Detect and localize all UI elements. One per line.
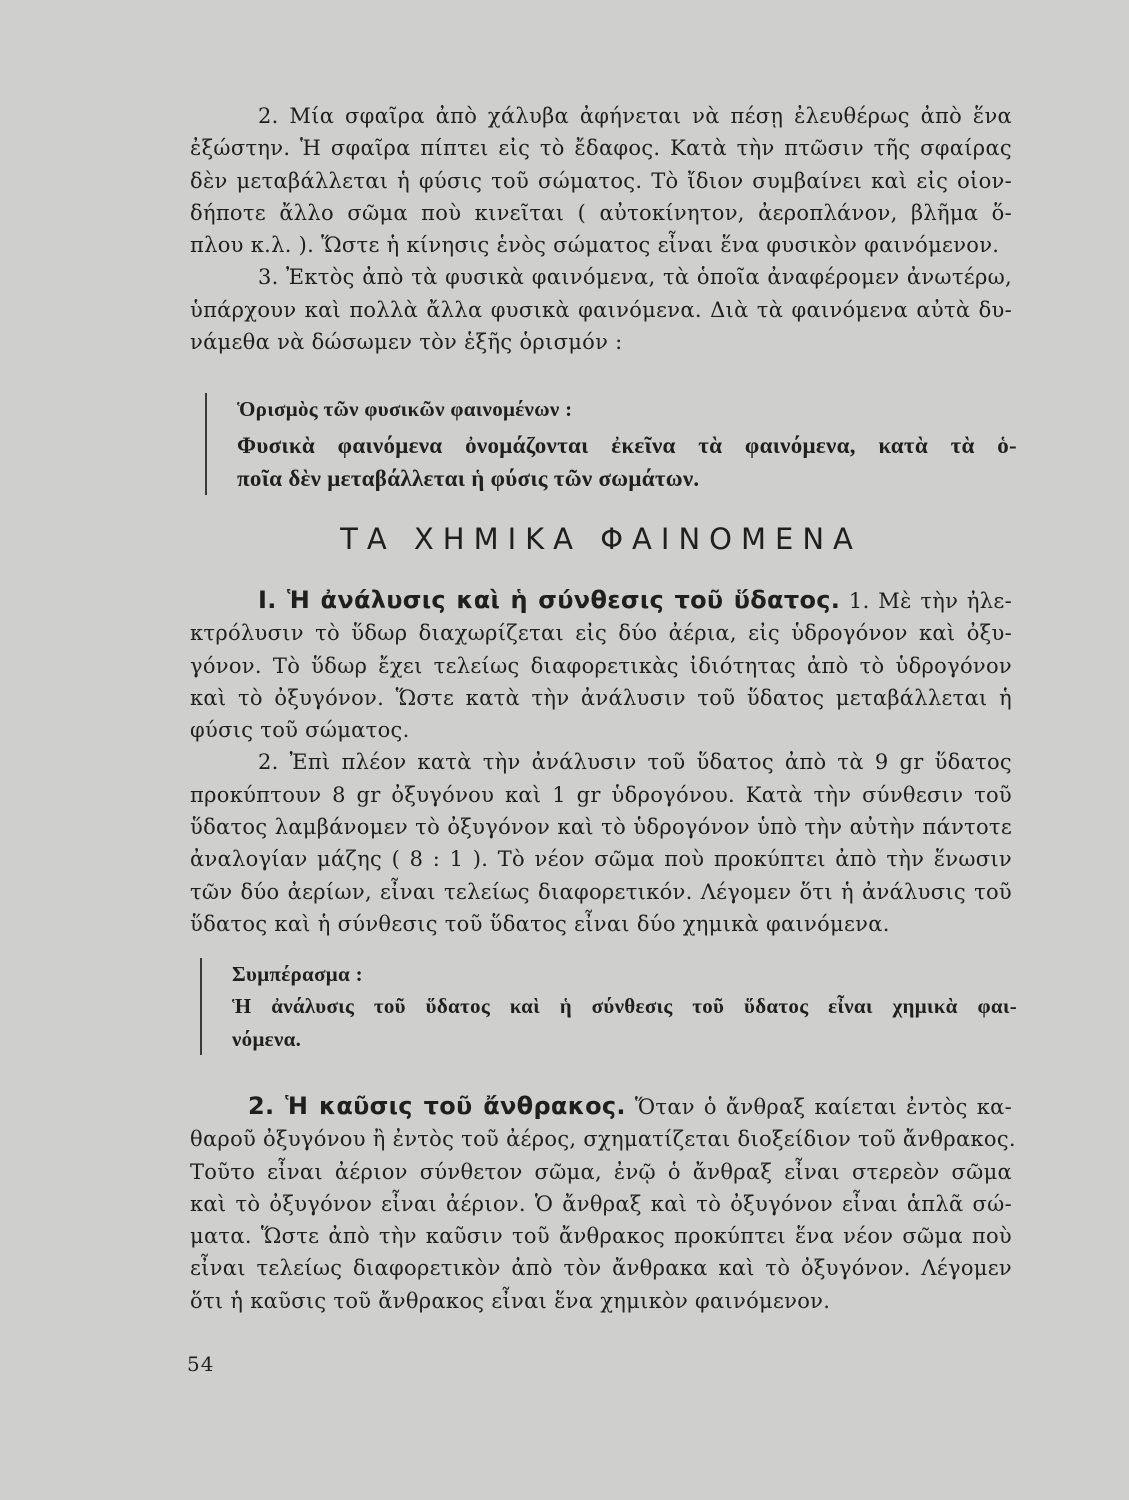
section-title: Ι. Ἡ ἀνάλυσις καὶ ἡ σύνθεσις τοῦ ὕδατος. [258, 586, 841, 614]
text-line: 2. Ἐπὶ πλέον κατὰ τὴν ἀνάλυσιν τοῦ ὕδατος ἀπὸ τὰ 9 gr ὕδατος [258, 750, 1012, 775]
text-line: πλου κ.λ. ). Ὥστε ἡ κίνησις ἑνὸς σώματος εἶναι ἕνα φυσικὸν φαινόμενον. [190, 233, 1000, 258]
text-line: 2. Μία σφαῖρα ἀπὸ χάλυβα ἀφήνεται νὰ πέσῃ ἐλευθέρως ἀπὸ ἕνα [258, 104, 1012, 128]
text-line: ἐξώστην. Ἡ σφαῖρα πίπτει εἰς τὸ ἔδαφος. Κατὰ τὴν πτῶσιν τῆς σφαίρας [190, 136, 1012, 161]
page-number: 54 [187, 1352, 215, 1376]
section-first-line [190, 584, 1012, 617]
text-line: ὕδατος καὶ ἡ σύνθεσις τοῦ ὕδατος εἶναι δύο χημικὰ φαινόμενα. [190, 911, 890, 936]
text-line: θαροῦ ὀξυγόνου ἢ ἐντὸς τοῦ ἀέρος, σχηματίζεται διοξείδιον τοῦ ἄνθρακος. [190, 1127, 1016, 1152]
text-line: νάμεθα νὰ δώσωμεν τὸν ἑξῆς ὁρισμόν : [190, 330, 623, 355]
text-line: ματα. Ὥστε ἀπὸ τὴν καῦσιν τοῦ ἄνθρακος προκύπτει ἕνα νέον σῶμα ποὺ [190, 1224, 1012, 1249]
conclusion-line: νόμενα. [232, 1026, 302, 1051]
section-coal [190, 1090, 1016, 1317]
definition-line: ποῖα δὲν μεταβάλλεται ἡ φύσις τῶν σωμάτων. [237, 465, 700, 491]
text-line: 3. Ἐκτὸς ἀπὸ τὰ φυσικὰ φαινόμενα, τὰ ὁποῖα ἀναφέρομεν ἀνωτέρω, [258, 265, 1012, 290]
section-heading: ΤΑ ΧΗΜΙΚΑ ΦΑΙΝΟΜΕΝΑ [340, 522, 862, 556]
text-line: Τοῦτο εἶναι ἀέριον σύνθετον σῶμα, ἐνῷ ὁ ἄνθραξ εἶναι στερεὸν σῶμα [190, 1159, 1012, 1184]
physics-paragraphs [190, 100, 1012, 358]
text-line: γόνον. Τὸ ὕδωρ ἔχει τελείως διαφορετικὰς ἰδιότητας ἀπὸ τὸ ὑδρογόνον [190, 653, 1012, 678]
text-line: κτρόλυσιν τὸ ὕδωρ διαχωρίζεται εἰς δύο ἀέρια, εἰς ὑδρογόνον καὶ ὀξυ- [190, 621, 1012, 646]
text-line: εἶναι τελείως διαφορετικὸν ἀπὸ τὸν ἄνθρακα καὶ τὸ ὀξυγόνον. Λέγομεν [190, 1256, 1012, 1281]
text-line: ὑπάρχουν καὶ πολλὰ ἄλλα φυσικὰ φαινόμενα. Διὰ τὰ φαινόμενα αὐτὰ δυ- [190, 297, 1012, 322]
text-line: δὲν μεταβάλλεται ἡ φύσις τοῦ σώματος. Τὸ ἴδιον συμβαίνει καὶ εἰς οἱον- [190, 168, 1012, 193]
text-line: ὅτι ἡ καῦσις τοῦ ἄνθρακος εἶναι ἕνα χημικὸν φαινόμενον. [190, 1288, 831, 1313]
text-line: ὕδατος λαμβάνομεν τὸ ὀξυγόνον καὶ τὸ ὑδρογόνον ὑπὸ τὴν αὐτὴν πάντοτε [190, 815, 1012, 840]
text-line: ἀναλογίαν μάζης ( 8 : 1 ). Τὸ νέον σῶμα ποὺ προκύπτει ἀπὸ τὴν ἕνωσιν [190, 847, 1012, 872]
definition-line: Φυσικὰ φαινόμενα ὀνομάζονται ἐκεῖνα τὰ φαινόμενα, κατὰ τὰ ὁ- [237, 433, 1017, 459]
conclusion-title: Συμπέρασμα : [232, 962, 363, 986]
text-line: φύσις τοῦ σώματος. [190, 718, 410, 743]
section-water [190, 584, 1012, 940]
conclusion-box [200, 958, 1017, 1055]
definition-box [205, 393, 1017, 495]
section-first-line [190, 1090, 1012, 1123]
text-line: καὶ τὸ ὀξυγόνον. Ὥστε κατὰ τὴν ἀνάλυσιν τοῦ ὕδατος μεταβάλλεται ἡ [190, 685, 1012, 710]
section-title: 2. Ἡ καῦσις τοῦ ἄνθρακος. [248, 1092, 626, 1120]
text-line: προκύπτουν 8 gr ὀξυγόνου καὶ 1 gr ὑδρογόνου. Κατὰ τὴν σύνθεσιν τοῦ [190, 782, 1012, 807]
definition-title: Ὁρισμὸς τῶν φυσικῶν φαινομένων : [237, 397, 573, 421]
text-line: τῶν δύο ἀερίων, εἶναι τελείως διαφορετικόν. Λέγομεν ὅτι ἡ ἀνάλυσις τοῦ [190, 879, 1012, 904]
section-first-text: Ὅταν ὁ ἄνθραξ καίεται ἐντὸς κα- [625, 1095, 1013, 1119]
text-line: καὶ τὸ ὀξυγόνον εἶναι ἀέριον. Ὁ ἄνθραξ καὶ τὸ ὀξυγόνον εἶναι ἁπλᾶ σώ- [190, 1191, 1012, 1216]
text-line: δήποτε ἄλλο σῶμα ποὺ κινεῖται ( αὐτοκίνητον, ἀεροπλάνον, βλῆμα ὅ- [190, 200, 1012, 225]
section-first-text: 1. Μὲ τὴν ἠλε- [840, 589, 1012, 613]
conclusion-line: Ἡ ἀνάλυσις τοῦ ὕδατος καὶ ἡ σύνθεσις τοῦ ὕδατος εἶναι χημικὰ φαι- [232, 994, 1017, 1019]
